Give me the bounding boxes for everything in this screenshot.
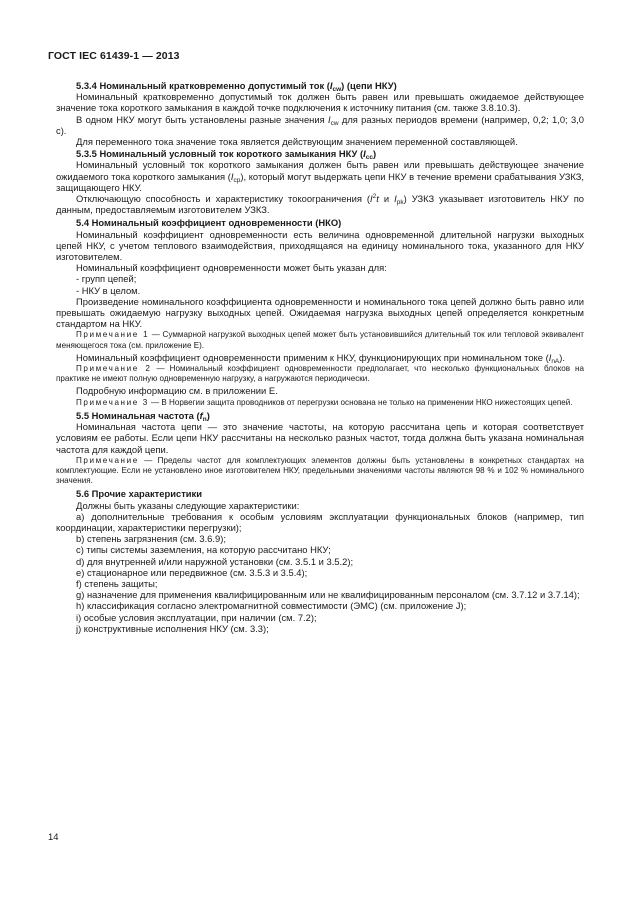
- paragraph: Номинальный коэффициент одновременности применим к НКУ, функционирующих при номинальном токе $(I_{nA})$.: [76, 351, 565, 365]
- list-item: a) дополнительные требования к особым условиям эксплуатации функциональных блоков (например, тип координации, характеристики перегрузки);: [56, 510, 584, 533]
- list-item: j) конструктивные исполнения НКУ (см. 3.3);: [76, 622, 269, 634]
- paragraph: Номинальный коэффициент одновременности есть величина одновременной длительной нагрузки выходных цепей НКУ, с учетом теплового взаимодействия, приходящаяся на единицу номинального тока, указанного для НКУ изготовителем.: [56, 228, 584, 263]
- section-heading-5-5: 5.5 Номинальная частота $(f_n)$: [76, 409, 210, 423]
- note: Примечание 1 — Суммарной нагрузкой выходных цепей может быть установившийся длительный ток или тепловой эквивалент меняющегося тока (см. приложение Е).: [56, 330, 584, 350]
- list-item: h) классификация согласно электромагнитной совместимости (ЭМС) (см. приложение J);: [76, 600, 467, 612]
- page-number: 14: [48, 831, 59, 842]
- document-body: [56, 79, 584, 634]
- paragraph: Для переменного тока значение тока является действующим значением переменной составляющей.: [76, 136, 518, 148]
- paragraph: Номинальный условный ток короткого замыкания должен быть равен или превышать действующее значение ожидаемого тока короткого замыкания $(I_{cp})$, который могут выдержать цепи НКУ в течение времени срабатывания УЗКЗ, защищающего НКУ.: [56, 159, 585, 193]
- list-item: c) типы системы заземления, на которую рассчитано НКУ;: [76, 544, 331, 556]
- list-item: - групп цепей;: [76, 273, 137, 285]
- list-item: i) особые условия эксплуатации, при наличии (см. 7.2);: [76, 611, 317, 623]
- paragraph: Произведение номинального коэффициента одновременности и номинального тока цепей должно быть равно или превышать ожидаемую нагрузку выходных цепей. Ожидаемая нагрузка выходных цепей определяется конкретным стандартом на НКУ.: [56, 295, 584, 330]
- list-item: f) степень защиты;: [76, 577, 158, 589]
- paragraph: Номинальная частота цепи — это значение частоты, на которую рассчитана цепь и которая соответствует условиям ее работы. Если цепи НКУ рассчитаны на несколько разных частот, тогда должна быть указана номинальная частота для каждой цепи.: [56, 421, 584, 455]
- list-item: - НКУ в целом.: [76, 284, 141, 296]
- section-heading-5-3-4: 5.3.4 Номинальный кратковременно допустимый ток $(I_{cw})$ (цепи НКУ): [76, 80, 397, 93]
- paragraph: Отключающую способность и характеристику токоограничения ($I^2t$ и $I_{pk}$) УЗКЗ указывает изготовитель НКУ по данным, предоставляемым изготовителем УЗКЗ.: [56, 193, 584, 216]
- note: Примечание 2 — Номинальный коэффициент одновременности предполагает, что несколько функциональных блоков на практике не имеют полную одновременную нагрузку, а нагружаются периодически.: [56, 364, 584, 384]
- paragraph: Номинальный кратковременно допустимый ток должен быть равен или превышать ожидаемое действующее значение тока короткого замыкания в каждой точке подключения к источнику питания (см. также 3.8.10.3).: [56, 91, 584, 114]
- standard-designation: ГОСТ IEC 61439-1 — 2013: [48, 50, 180, 62]
- list-item: e) стационарное или передвижное (см. 3.5.3 и 3.5.4);: [76, 566, 308, 578]
- paragraph: В одном НКУ могут быть установлены разные значения $I_{cw}$ для разных периодов времени (например, 0,2; 1,0; 3,0 с).: [56, 113, 584, 136]
- section-heading-5-3-5: 5.3.5 Номинальный условный ток короткого замыкания НКУ $(I_{cc})$: [76, 148, 377, 162]
- note: Примечание 3 — В Норвегии защита проводников от перегрузки основана не только на применении НКО нижестоящих цепей.: [76, 397, 573, 407]
- paragraph: Должны быть указаны следующие характеристики:: [76, 499, 300, 511]
- list-item: g) назначение для применения квалифицированным или не квалифицированным персоналом (см. 3.7.12 и 3.7.14);: [76, 589, 580, 601]
- paragraph: Номинальный коэффициент одновременности может быть указан для:: [76, 262, 387, 274]
- paragraph: Подробную информацию см. в приложении Е.: [76, 385, 278, 397]
- section-heading-5-6: 5.6 Прочие характеристики: [76, 488, 202, 500]
- note: Примечание — Пределы частот для комплектующих элементов должны быть установлены в конкретных стандартах на комплектующие. Если не установлено иное изготовителем НКУ, предельными значениями частоты являются 98 % и 102 % номинального значения.: [56, 455, 584, 486]
- section-heading-5-4: 5.4 Номинальный коэффициент одновременности (НКО): [76, 217, 342, 229]
- list-item: d) для внутренней и/или наружной установки (см. 3.5.1 и 3.5.2);: [76, 555, 354, 567]
- list-item: b) степень загрязнения (см. 3.6.9);: [76, 533, 226, 545]
